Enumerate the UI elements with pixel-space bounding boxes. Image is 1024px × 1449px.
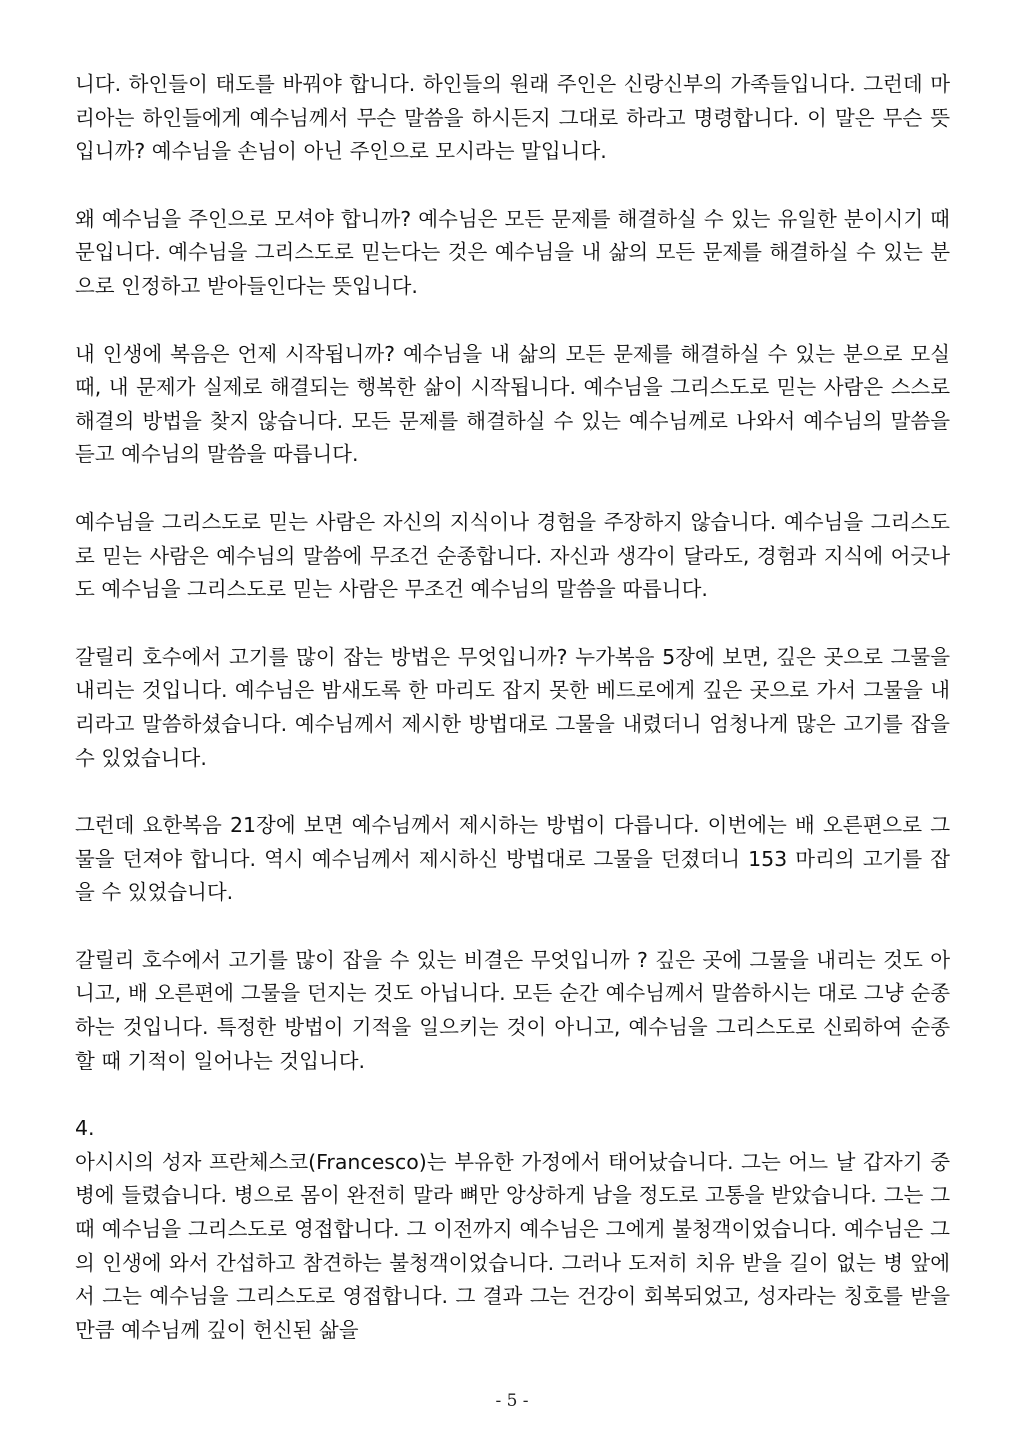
paragraph-1: 니다. 하인들이 태도를 바꿔야 합니다. 하인들의 원래 주인은 신랑신부의 가족들입니다. 그런데 마리아는 하인들에게 예수님께서 무슨 말씀을 하시든지 그대로 하라고 명령합니다. 이 말은 무슨 뜻입니까? 예수님을 손님이 아닌 주인으로 모시라는 말입니다. <box>75 72 950 164</box>
paragraph-5: 갈릴리 호수에서 고기를 많이 잡는 방법은 무엇입니까? 누가복음 5장에 보면, 깊은 곳으로 그물을 내리는 것입니다. 예수님은 밤새도록 한 마리도 잡지 못한 베드로에게 깊은 곳으로 가서 그물을 내리라고 말씀하셨습니다. 예수님께서 제시한 방법대로 그물을 내렸더니 엄청나게 많은 고기를 잡을 수 있었습니다. <box>75 644 950 770</box>
document-body <box>75 68 950 1347</box>
page-number: - 5 - <box>495 1391 529 1411</box>
paragraph-2: 왜 예수님을 주인으로 모셔야 합니까? 예수님은 모든 문제를 해결하실 수 있는 유일한 분이시기 때문입니다. 예수님을 그리스도로 믿는다는 것은 예수님을 내 삶의 모든 문제를 해결하실 수 있는 분으로 인정하고 받아들인다는 뜻입니다. <box>75 206 950 298</box>
paragraph-7: 갈릴리 호수에서 고기를 많이 잡을 수 있는 비결은 무엇입니까 ? 깊은 곳에 그물을 내리는 것도 아니고, 배 오른편에 그물을 던지는 것도 아닙니다. 모든 순간 예수님께서 말씀하시는 대로 그냥 순종하는 것입니다. 특정한 방법이 기적을 일으키는 것이 아니고, 예수님을 그리스도로 신뢰하여 순종할 때 기적이 일어나는 것입니다. <box>75 947 950 1073</box>
section-paragraph: 아시시의 성자 프란체스코(Francesco)는 부유한 가정에서 태어났습니다. 그는 어느 날 갑자기 중병에 들렸습니다. 병으로 몸이 완전히 말라 뼈만 앙상하게 남을 정도로 고통을 받았습니다. 그는 그때 예수님을 그리스도로 영접합니다. 그 이전까지 예수님은 그에게 불청객이었습니다. 예수님은 그의 인생에 와서 간섭하고 참견하는 불청객이었습니다. 그러나 도저히 치유 받을 길이 없는 병 앞에서 그는 예수님을 그리스도로 영접합니다. 그 결과 그는 건강이 회복되었고, 성자라는 칭호를 받을 만큼 예수님께 깊이 헌신된 삶을 <box>75 1149 950 1342</box>
paragraph-4: 예수님을 그리스도로 믿는 사람은 자신의 지식이나 경험을 주장하지 않습니다. 예수님을 그리스도로 믿는 사람은 예수님의 말씀에 무조건 순종합니다. 자신과 생각이 달라도, 경험과 지식에 어긋나도 예수님을 그리스도로 믿는 사람은 무조건 예수님의 말씀을 따릅니다. <box>75 509 950 602</box>
section-number: 4. <box>75 1116 95 1141</box>
paragraph-6: 그런데 요한복음 21장에 보면 예수님께서 제시하는 방법이 다릅니다. 이번에는 배 오른편으로 그물을 던져야 합니다. 역시 예수님께서 제시하신 방법대로 그물을 던졌더니 153 마리의 고기를 잡을 수 있었습니다. <box>75 813 950 905</box>
paragraph-3: 내 인생에 복음은 언제 시작됩니까? 예수님을 내 삶의 모든 문제를 해결하실 수 있는 분으로 모실 때, 내 문제가 실제로 해결되는 행복한 삶이 시작됩니다. 예수님을 그리스도로 믿는 사람은 스스로 해결의 방법을 찾지 않습니다. 모든 문제를 해결하실 수 있는 예수님께로 나와서 예수님의 말씀을 듣고 예수님의 말씀을 따릅니다. <box>75 341 950 467</box>
